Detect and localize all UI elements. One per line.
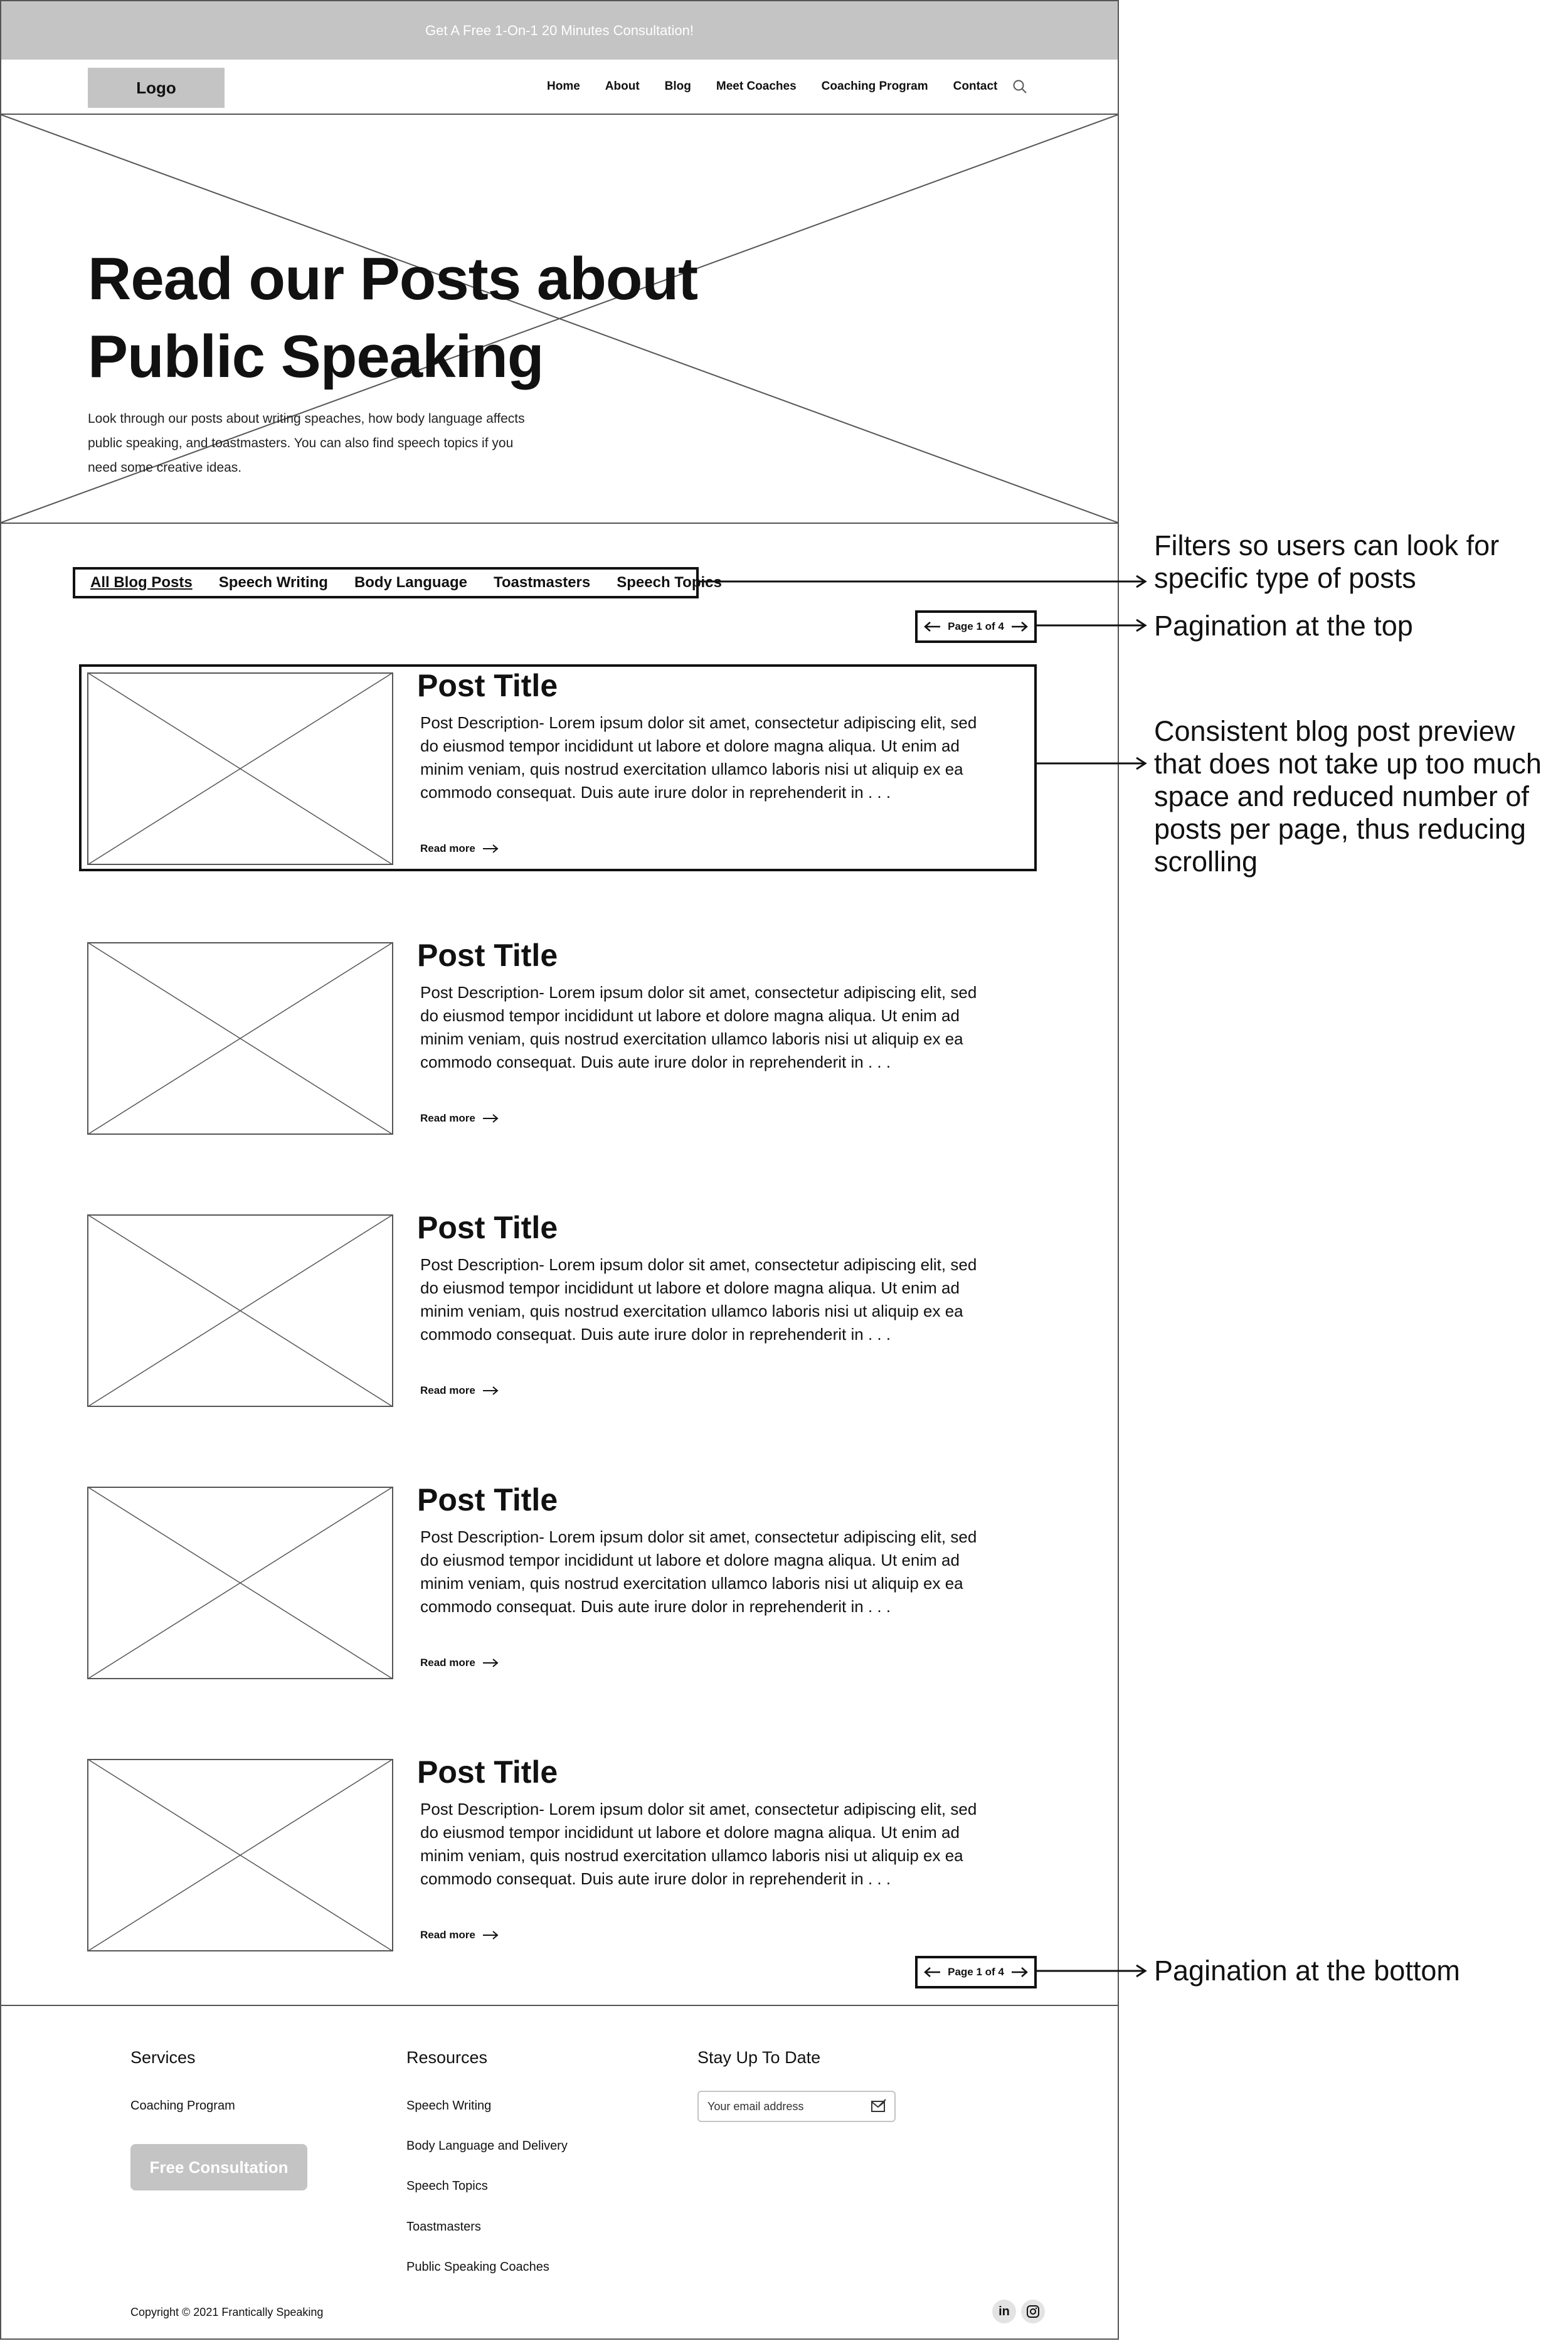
nav-meet-coaches[interactable]: Meet Coaches <box>716 80 797 93</box>
nav-about[interactable]: About <box>605 80 640 93</box>
hero-description: Look through our posts about writing speaches, how body language affects public speaking, and toastmasters. You can also find speech topics if you need some creative ideas. <box>88 411 525 475</box>
nav-contact[interactable]: Contact <box>953 80 998 93</box>
post-description: Post Description- Lorem ipsum dolor sit amet, consectetur adipiscing elit, sed do eiusmod tempor incididunt ut labore et dolore magna aliqua. Ut enim ad minim veniam, quis nostrud exercitation ullamco laboris nisi ut aliquip ex ea commodo consequat. Duis aute irure dolor in reprehenderit in . . . <box>420 983 977 1071</box>
page-indicator: Page 1 of 4 <box>948 620 1004 632</box>
post-description: Post Description- Lorem ipsum dolor sit amet, consectetur adipiscing elit, sed do eiusmod tempor incididunt ut labore et dolore magna aliqua. Ut enim ad minim veniam, quis nostrud exercitation ullamco laboris nisi ut aliquip ex ea commodo consequat. Duis aute irure dolor in reprehenderit in . . . <box>420 1527 977 1616</box>
promo-text: Get A Free 1-On-1 20 Minutes Consultation! <box>425 22 694 38</box>
footer-link-public-speaking-coaches[interactable]: Public Speaking Coaches <box>406 2260 549 2274</box>
footer-services-title: Services <box>130 2048 196 2067</box>
post-title[interactable]: Post Title <box>417 1482 558 1517</box>
footer-link-body-language[interactable]: Body Language and Delivery <box>406 2139 568 2153</box>
read-more-label: Read more <box>420 1657 475 1669</box>
footer-link-speech-topics[interactable]: Speech Topics <box>406 2179 488 2193</box>
annotation-pagination-bottom: Pagination at the bottom <box>1154 1955 1460 1987</box>
footer-resources-title: Resources <box>406 2048 488 2067</box>
post-title[interactable]: Post Title <box>417 1754 558 1790</box>
footer-link-speech-writing[interactable]: Speech Writing <box>406 2099 492 2113</box>
post-title[interactable]: Post Title <box>417 938 558 973</box>
filter-all-blog-posts[interactable]: All Blog Posts <box>90 574 193 591</box>
logo[interactable]: Logo <box>88 68 225 108</box>
post-description: Post Description- Lorem ipsum dolor sit amet, consectetur adipiscing elit, sed do eiusmod tempor incididunt ut labore et dolore magna aliqua. Ut enim ad minim veniam, quis nostrud exercitation ullamco laboris nisi ut aliquip ex ea commodo consequat. Duis aute irure dolor in reprehenderit in . . . <box>420 1255 977 1344</box>
footer-link-toastmasters[interactable]: Toastmasters <box>406 2220 481 2234</box>
nav-coaching-program[interactable]: Coaching Program <box>821 80 928 93</box>
read-more-label: Read more <box>420 842 475 854</box>
annotation-pagination-top: Pagination at the top <box>1154 610 1413 642</box>
free-consultation-button[interactable]: Free Consultation <box>130 2144 307 2190</box>
filter-speech-topics[interactable]: Speech Topics <box>617 574 722 591</box>
hero-title-line-1: Read our Posts about <box>88 245 698 312</box>
annotation-filters: Filters so users can look for specific type of posts <box>1154 529 1500 594</box>
copyright-text: Copyright © 2021 Frantically Speaking <box>130 2306 324 2318</box>
footer-link-coaching-program[interactable]: Coaching Program <box>130 2099 235 2113</box>
filter-body-language[interactable]: Body Language <box>354 574 467 591</box>
post-title[interactable]: Post Title <box>417 668 558 703</box>
footer-newsletter-title: Stay Up To Date <box>697 2048 821 2067</box>
nav-home[interactable]: Home <box>547 80 580 93</box>
email-placeholder: Your email address <box>707 2099 804 2113</box>
post-description: Post Description- Lorem ipsum dolor sit amet, consectetur adipiscing elit, sed do eiusmod tempor incididunt ut labore et dolore magna aliqua. Ut enim ad minim veniam, quis nostrud exercitation ullamco laboris nisi ut aliquip ex ea commodo consequat. Duis aute irure dolor in reprehenderit in . . . <box>420 1800 977 1888</box>
post-title[interactable]: Post Title <box>417 1210 558 1245</box>
read-more-label: Read more <box>420 1929 475 1941</box>
read-more-label: Read more <box>420 1112 475 1124</box>
nav-blog[interactable]: Blog <box>664 80 691 93</box>
linkedin-label: in <box>999 2304 1010 2318</box>
filter-toastmasters[interactable]: Toastmasters <box>493 574 591 591</box>
read-more-label: Read more <box>420 1384 475 1396</box>
annotation-post-preview: Consistent blog post preview that does not take up too much space and reduced number of posts per page, thus reducing scrolling <box>1154 715 1542 878</box>
page-indicator: Page 1 of 4 <box>948 1966 1004 1978</box>
post-description: Post Description- Lorem ipsum dolor sit amet, consectetur adipiscing elit, sed do eiusmod tempor incididunt ut labore et dolore magna aliqua. Ut enim ad minim veniam, quis nostrud exercitation ullamco laboris nisi ut aliquip ex ea commodo consequat. Duis aute irure dolor in reprehenderit in . . . <box>420 713 977 802</box>
filter-speech-writing[interactable]: Speech Writing <box>218 574 328 591</box>
hero-title-line-2: Public Speaking <box>88 323 544 390</box>
